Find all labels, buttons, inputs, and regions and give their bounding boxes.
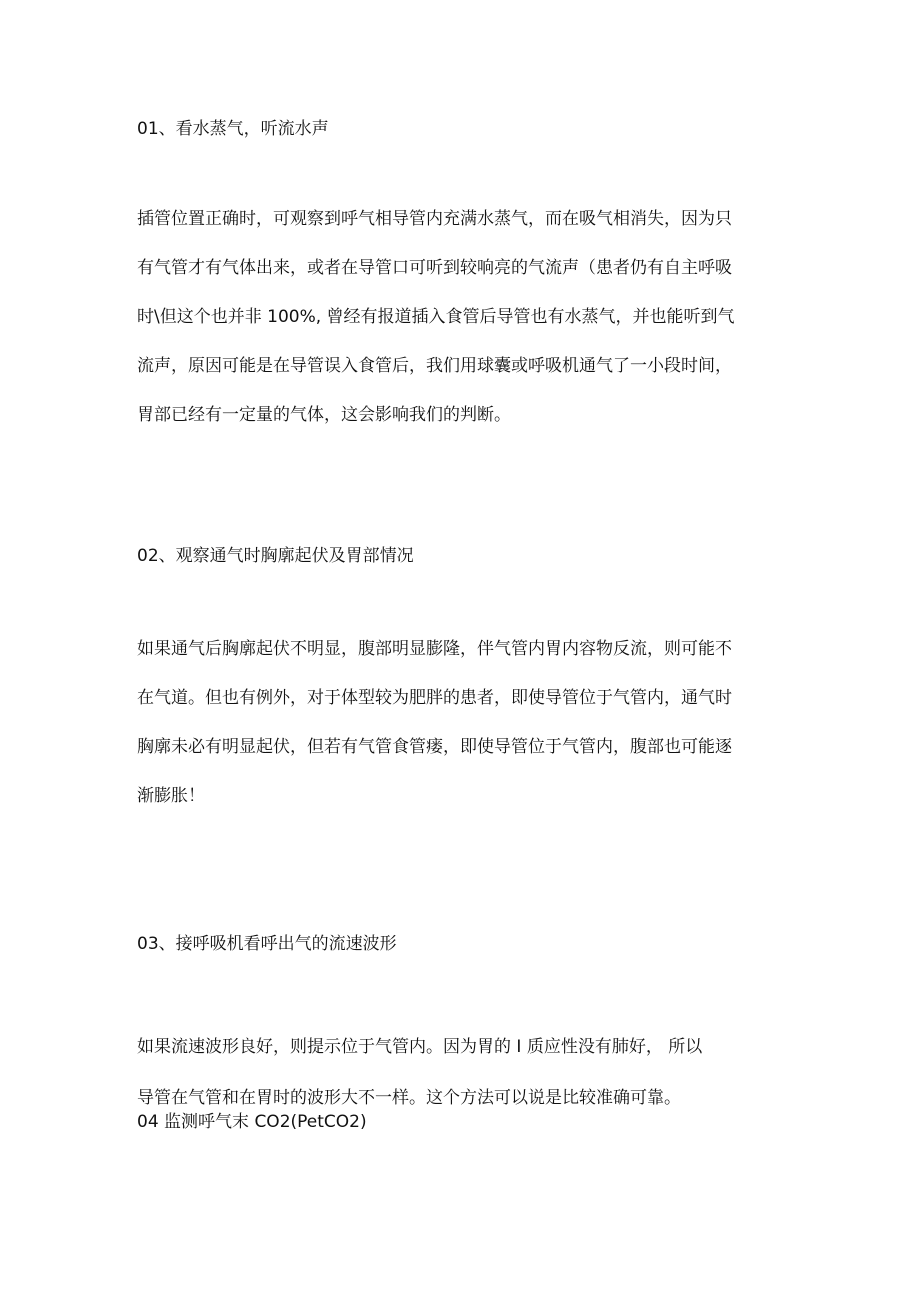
paragraph-line: 时\但这个也并非 100%, 曾经有报道插入食管后导管也有水蒸气，并也能听到气 bbox=[137, 307, 735, 327]
section-2-paragraph bbox=[137, 637, 797, 833]
paragraph-line: 如果通气后胸廓起伏不明显，腹部明显膨隆，伴气管内胃内容物反流，则可能不 bbox=[137, 639, 732, 659]
section-4-heading: 04 监测呼气末 CO2(PetCO2) bbox=[137, 1112, 367, 1132]
section-2-heading: 02、观察通气时胸廓起伏及胃部情况 bbox=[137, 546, 414, 566]
paragraph-line: 插管位置正确时，可观察到呼气相导管内充满水蒸气，而在吸气相消失，因为只 bbox=[137, 209, 732, 229]
section-1-paragraph bbox=[137, 207, 797, 452]
paragraph-line: 在气道。但也有例外，对于体型较为肥胖的患者，即使导管位于气管内，通气时 bbox=[137, 688, 732, 708]
paragraph-line: 渐膨胀！ bbox=[137, 786, 205, 806]
section-1-heading: 01、看水蒸气，听流水声 bbox=[137, 119, 329, 139]
paragraph-line: 有气管才有气体出来，或者在导管口可听到较响亮的气流声（患者仍有自主呼吸 bbox=[137, 258, 732, 278]
paragraph-line: 胃部已经有一定量的气体，这会影响我们的判断。 bbox=[137, 405, 511, 425]
paragraph-line: 胸廓未必有明显起伏，但若有气管食管瘘，即使导管位于气管内，腹部也可能逐 bbox=[137, 737, 732, 757]
paragraph-line: 如果流速波形良好，则提示位于气管内。因为胃的 I 质应性没有肺好， 所以 bbox=[137, 1037, 703, 1057]
paragraph-line: 导管在气管和在胃时的波形大不一样。这个方法可以说是比较准确可靠。 bbox=[137, 1088, 681, 1108]
paragraph-line: 流声，原因可能是在导管误入食管后，我们用球囊或呼吸机通气了一小段时间， bbox=[137, 356, 732, 376]
section-3-heading: 03、接呼吸机看呼出气的流速波形 bbox=[137, 934, 397, 954]
